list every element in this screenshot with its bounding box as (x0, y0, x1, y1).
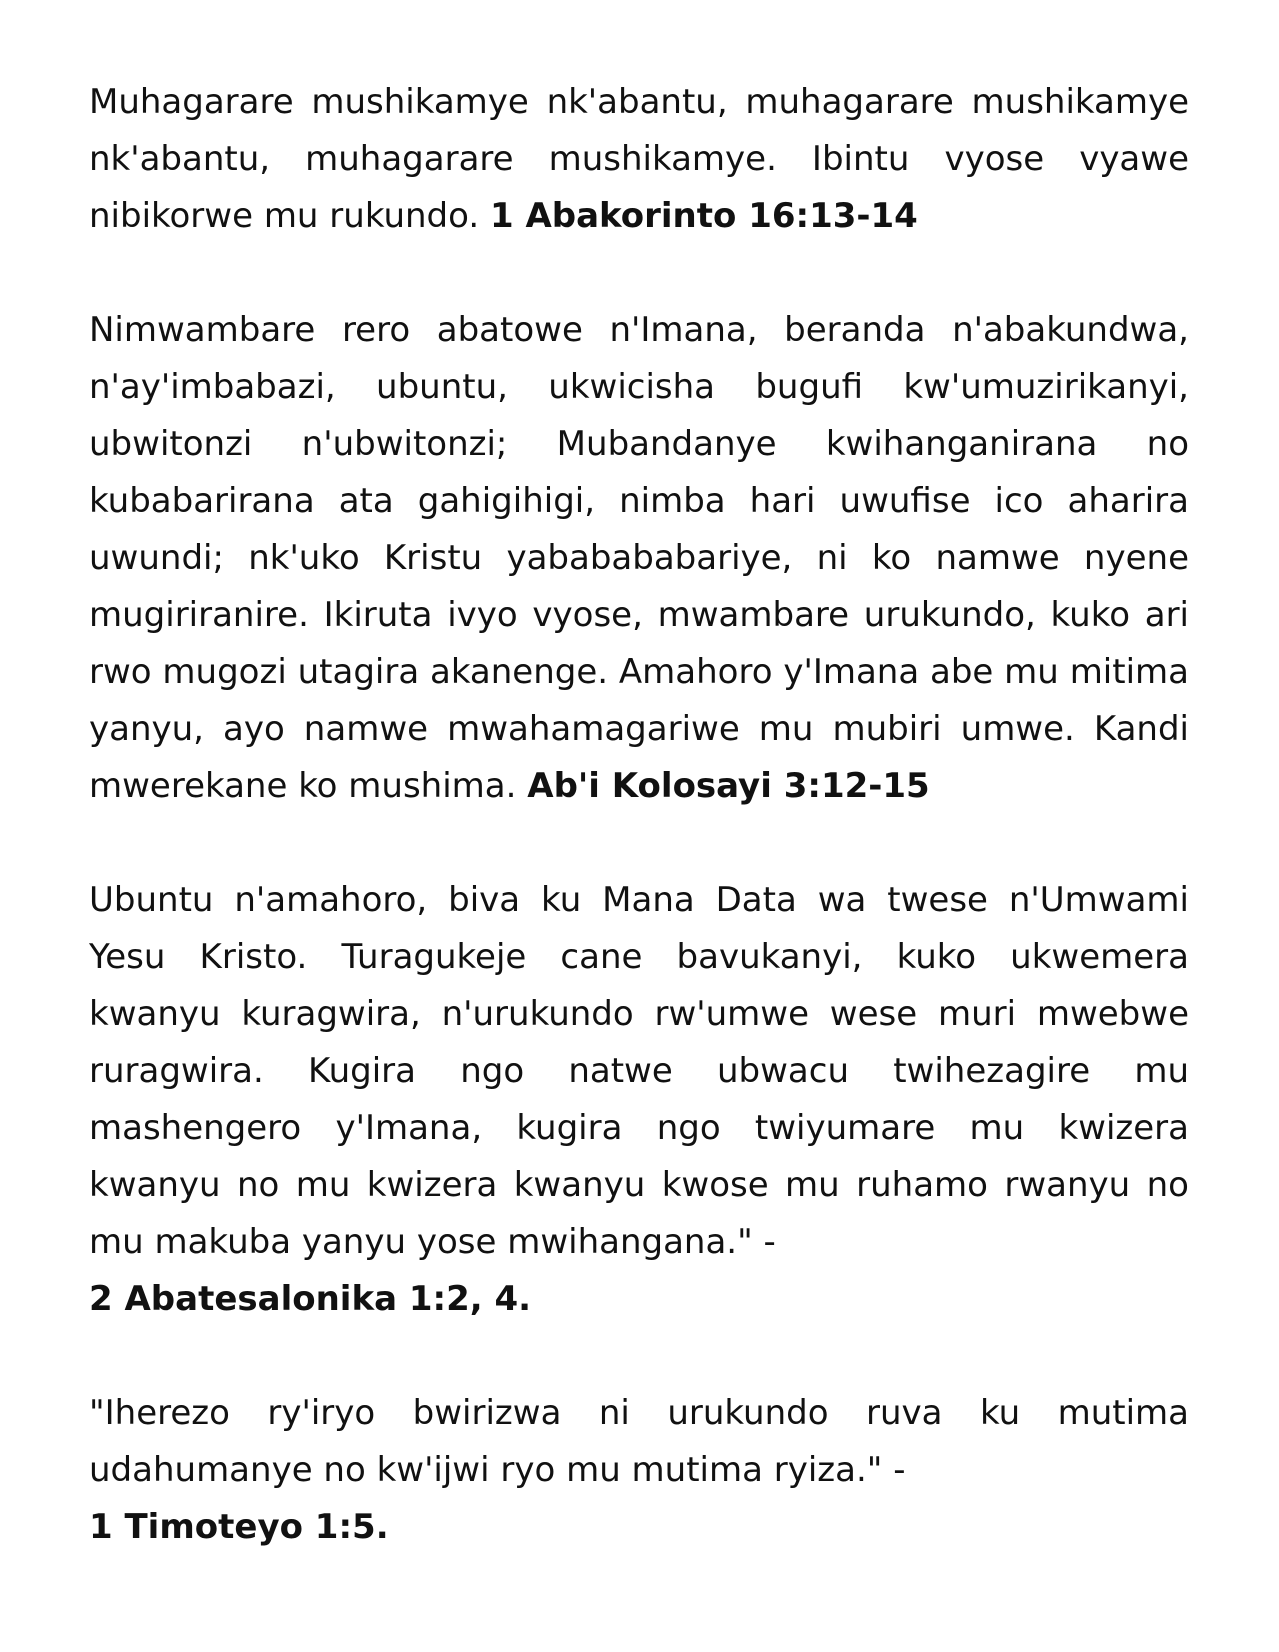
document-page (89, 74, 1189, 1613)
scripture-reference: Ab'i Kolosayi 3:12-15 (527, 766, 930, 806)
scripture-reference: 1 Timoteyo 1:5. (89, 1507, 389, 1547)
passage-timothy (89, 1385, 1189, 1556)
passage-corinthians (89, 74, 1189, 245)
scripture-reference: 1 Abakorinto 16:13-14 (489, 196, 918, 236)
passage-text: "Iherezo ry'iryo bwirizwa ni urukundo ruva ku mutima udahumanye no kw'ijwi ryo mu mutima ryiza." - (89, 1393, 1189, 1490)
passage-text: Ubuntu n'amahoro, biva ku Mana Data wa twese n'Umwami Yesu Kristo. Turagukeje cane bavukanyi, kuko ukwemera kwanyu kuragwira, n'urukundo rw'umwe wese muri mwebwe ruragwira. Kugira ngo natwe ubwacu twihezagire mu mashengero y'Imana, kugira ngo twiyumare mu kwizera kwanyu no mu kwizera kwanyu kwose mu ruhamo rwanyu no mu makuba yanyu yose mwihangana." - (89, 880, 1189, 1262)
passage-colossians (89, 302, 1189, 815)
passage-thessalonians (89, 872, 1189, 1328)
passage-text: Muhagarare mushikamye nk'abantu, muhagarare mushikamye nk'abantu, muhagarare mushikamye. Ibintu vyose vyawe nibikorwe mu rukundo. (89, 82, 1189, 236)
scripture-reference: 2 Abatesalonika 1:2, 4. (89, 1279, 532, 1319)
passage-text: Nimwambare rero abatowe n'Imana, beranda n'abakundwa, n'ay'imbabazi, ubuntu, ukwicisha bugufi kw'umuzirikanyi, ubwitonzi n'ubwitonzi; Mubandanye kwihanganirana no kubabarirana ata gahigihigi, nimba hari uwufise ico aharira uwundi; nk'uko Kristu yababababariye, ni ko namwe nyene mugiriranire. Ikiruta ivyo vyose, mwambare urukundo, kuko ari rwo mugozi utagira akanenge. Amahoro y'Imana abe mu mitima yanyu, ayo namwe mwahamagariwe mu mubiri umwe. Kandi mwerekane ko mushima. (89, 310, 1189, 806)
